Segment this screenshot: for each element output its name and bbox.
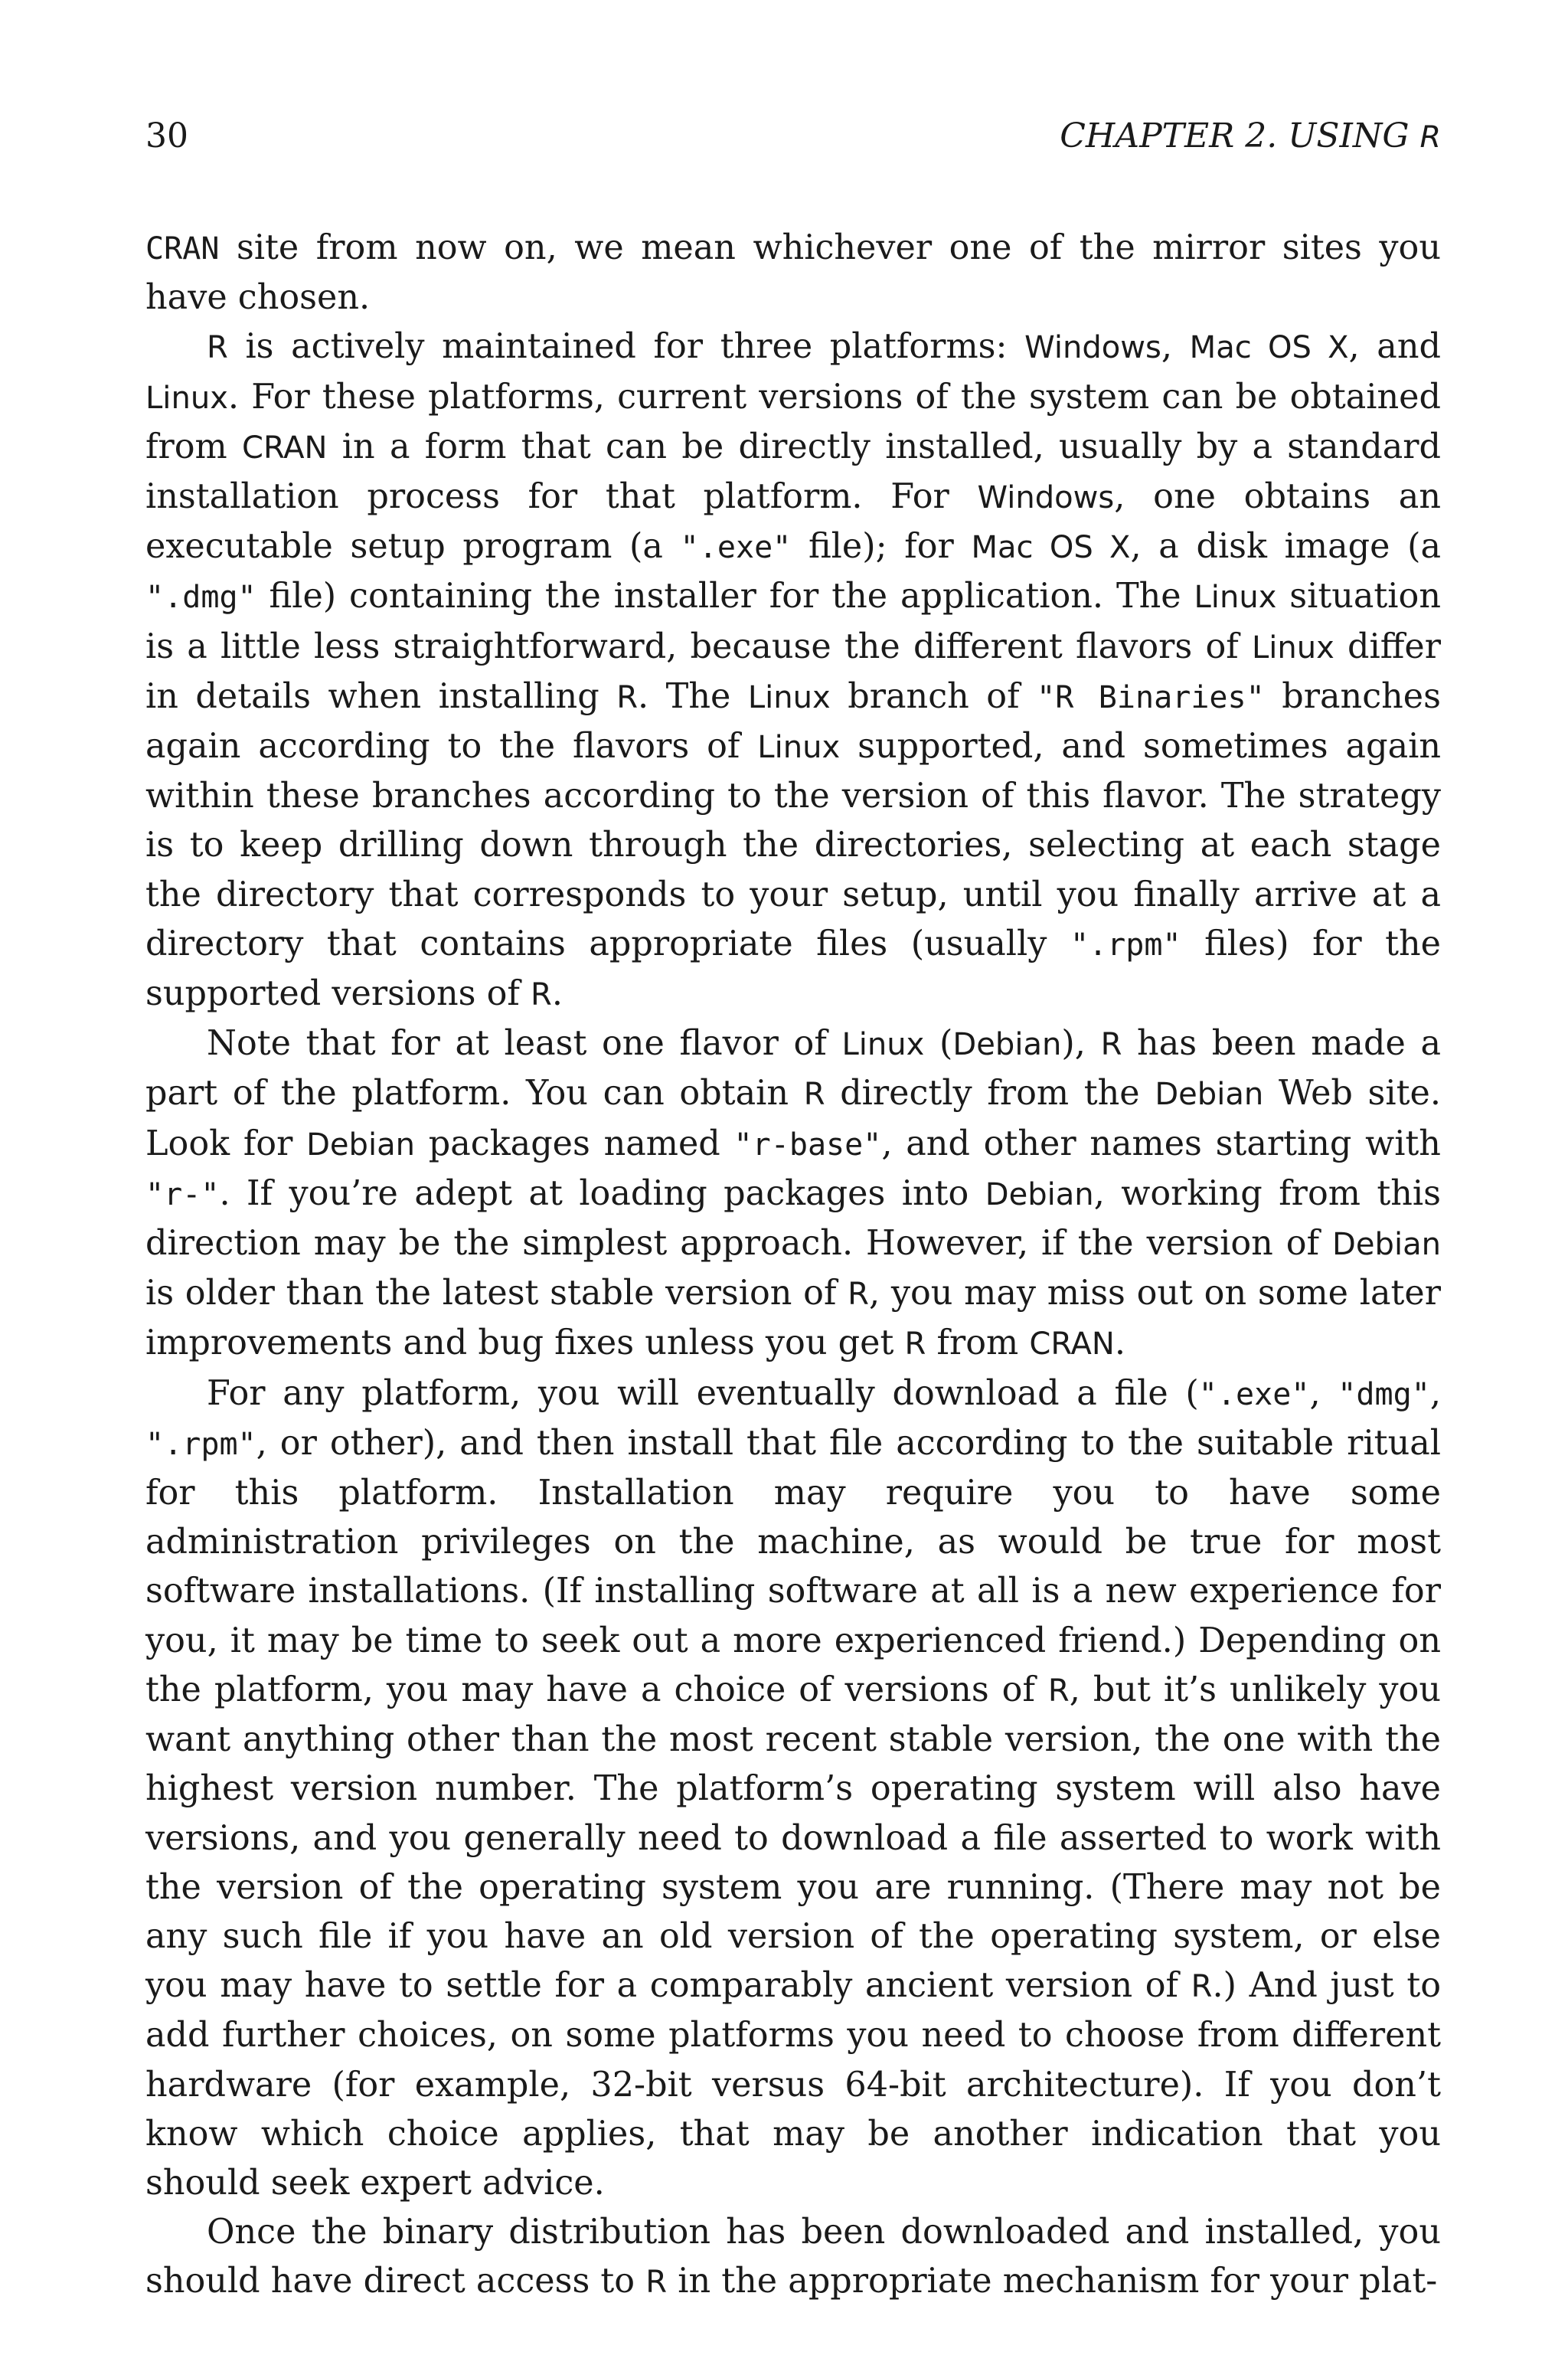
text-run: Web site. Look for	[145, 1074, 1441, 1163]
text-run: packages named	[415, 1124, 734, 1163]
text-run: differ in details when installing	[145, 626, 1441, 716]
paragraph-binary-distribution	[145, 2208, 1441, 2307]
sans-term: R	[645, 2265, 668, 2301]
text-run: , and	[1348, 327, 1441, 367]
sans-term: Linux	[747, 679, 831, 715]
text-run: , working from this direction may be the simplest approach. However, if the version of	[145, 1173, 1441, 1264]
text-run: . If you’re adept at loading packages into	[219, 1173, 985, 1213]
text-run: ,	[1309, 1373, 1338, 1413]
paragraph-installation	[145, 1369, 1441, 2208]
code-term: ".exe"	[680, 530, 792, 566]
code-term: ".rpm"	[1070, 927, 1181, 963]
page-number: 30	[145, 116, 188, 155]
paragraph-platforms	[145, 322, 1441, 1019]
sans-term: Linux	[841, 1027, 925, 1063]
text-run: from	[926, 1323, 1030, 1363]
paragraph-debian	[145, 1019, 1441, 1369]
text-run: ),	[1061, 1024, 1101, 1064]
text-run: branch of	[830, 676, 1037, 716]
text-run: site from now on, we mean whichever one of the mirror sites you have chosen.	[145, 228, 1441, 318]
code-term: CRAN	[145, 231, 220, 267]
text-run: . For these platforms, current versions of the system can be obtained from	[145, 377, 1441, 466]
text-run: .	[1114, 1323, 1126, 1363]
code-term: "r-"	[145, 1176, 220, 1212]
sans-term: Windows	[977, 480, 1115, 516]
body-text	[145, 224, 1441, 2308]
sans-term: R	[848, 1277, 869, 1313]
sans-term: R	[1191, 1969, 1213, 2005]
text-run: , or other), and then install that file according to the suitable ritual for this platform. Installation may require you to have some administration privileges on the machine, as would be true for most software installations. (If installing software at all is a new experience for you, it may be time to seek out a more experienced friend.) Depending on the platform, you may have a choice of versions of	[145, 1423, 1441, 1709]
sans-term: Linux	[757, 730, 841, 766]
text-run: file) containing the installer for the application. The	[256, 577, 1194, 617]
text-run: For any platform, you will eventually download a file (	[207, 1373, 1199, 1413]
text-run: , but it’s unlikely you want anything other than the most recent stable version, the one with the highest version number. The platform’s operating system will also have versions, and you generally need to download a file asserted to work with the version of the operating system you are running. (There may not be any such file if you have an old version of the operating system, or else you may have to settle for a comparably ancient version of	[145, 1670, 1441, 2006]
text-run: Note that for at least one flavor of	[207, 1024, 842, 1064]
text-run: , one obtains an executable setup program (a	[145, 477, 1441, 567]
sans-term: CRAN	[242, 430, 328, 466]
sans-term: R	[1100, 1027, 1122, 1063]
sans-term: Debian	[985, 1176, 1094, 1212]
text-run: has been made a part of the platform. You can obtain	[145, 1024, 1441, 1114]
text-run: .) And just to add further choices, on some platforms you need to choose from different hardware (for example, 32-bit versus 64-bit architecture). If you don’t know which choice applies, that may be another indication that you should seek expert advice.	[145, 1966, 1441, 2203]
code-term: "dmg"	[1338, 1376, 1430, 1412]
text-run: branches again according to the flavors of	[145, 676, 1441, 767]
running-header	[145, 116, 1441, 162]
text-run: . The	[638, 676, 748, 716]
sans-term: R	[531, 977, 552, 1013]
sans-term: Debian	[952, 1027, 1062, 1063]
chapter-label-r: R	[1419, 119, 1441, 155]
text-run: is actively maintained for three platforms:	[227, 327, 1025, 367]
text-run: situation is a little less straightforward, because the different flavors of	[145, 577, 1441, 666]
text-run: ,	[1161, 327, 1190, 367]
sans-term: R	[207, 330, 228, 366]
sans-term: Linux	[1194, 580, 1277, 616]
text-run: in a form that can be directly installed, usually by a standard installation process for that platform. For	[145, 427, 1441, 517]
sans-term: CRAN	[1029, 1326, 1115, 1362]
text-run: supported, and sometimes again within these branches according to the version of this flavor. The strategy is to keep drilling down through the directories, selecting at each stage the directory that corresponds to your setup, until you finally arrive at a directory that contains appropriate files (usually	[145, 727, 1441, 963]
code-term: ".rpm"	[145, 1426, 256, 1462]
text-run: in the appropriate mechanism for your plat-	[667, 2262, 1438, 2301]
code-term: "R Binaries"	[1037, 679, 1265, 715]
chapter-label: CHAPTER 2. USING	[1060, 116, 1410, 155]
text-run: , and other names starting with	[881, 1124, 1441, 1163]
sans-term: R	[616, 679, 639, 715]
sans-term: Mac OS X	[1189, 330, 1349, 366]
chapter-running-head	[1060, 116, 1441, 155]
text-run: directly from the	[825, 1074, 1155, 1114]
code-term: "r-base"	[733, 1127, 882, 1163]
sans-term: Debian	[1332, 1227, 1441, 1263]
sans-term: Windows	[1024, 330, 1161, 366]
sans-term: Linux	[1251, 630, 1334, 666]
sans-term: Linux	[145, 380, 228, 416]
text-run: Once the binary distribution has been downloaded and installed, you should have direct access to	[145, 2213, 1441, 2301]
sans-term: Debian	[1155, 1077, 1264, 1113]
sans-term: R	[1047, 1673, 1070, 1709]
text-run: , a disk image (a	[1130, 527, 1441, 567]
sans-term: Mac OS X	[971, 530, 1131, 566]
sans-term: Debian	[306, 1127, 416, 1163]
text-run: is older than the latest stable version of	[145, 1274, 848, 1313]
text-run: ,	[1429, 1373, 1441, 1413]
text-run: files) for the supported versions of	[145, 924, 1442, 1014]
paragraph-cran-mirror	[145, 224, 1441, 322]
sans-term: R	[904, 1326, 926, 1362]
sans-term: R	[803, 1077, 825, 1113]
text-run: .	[551, 974, 564, 1014]
code-term: ".exe"	[1198, 1376, 1310, 1412]
text-run: , you may miss out on some later improvements and bug fixes unless you get	[145, 1274, 1441, 1363]
code-term: ".dmg"	[145, 580, 256, 616]
text-run: file); for	[791, 527, 972, 567]
text-run: (	[924, 1024, 953, 1064]
